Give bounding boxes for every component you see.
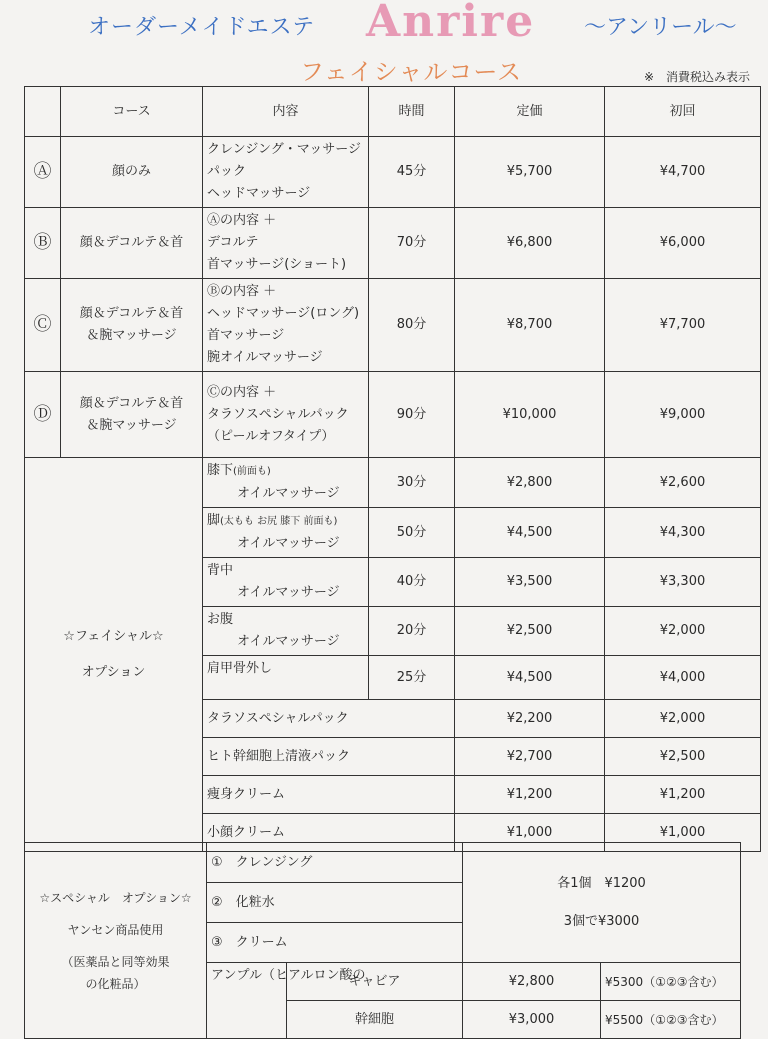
option-price: ¥3,500 bbox=[455, 558, 605, 607]
option-name: タラソスペシャルパック bbox=[203, 700, 455, 738]
option-section-label bbox=[25, 458, 203, 852]
option-label-line: オプション bbox=[81, 664, 146, 680]
special-label-line: （医薬品と同等効果 bbox=[61, 954, 170, 969]
ampoule-label: アンプル（ヒアルロン酸の bbox=[207, 963, 287, 1039]
special-price-set: 3個で¥3000 bbox=[563, 913, 640, 929]
special-option-table bbox=[24, 842, 741, 1039]
content-line: （ピールオフタイプ） bbox=[207, 428, 335, 444]
option-price: ¥2,200 bbox=[455, 700, 605, 738]
course-time: 90分 bbox=[369, 372, 455, 458]
header-price: 定価 bbox=[455, 87, 605, 137]
special-price-block bbox=[463, 843, 741, 963]
content-line: 首マッサージ(ショート) bbox=[207, 257, 347, 272]
course-row-b bbox=[25, 208, 761, 279]
option-price: ¥2,700 bbox=[455, 738, 605, 776]
option-time: 25分 bbox=[369, 656, 455, 700]
content-line: デコルテ bbox=[207, 235, 259, 250]
ampoule-name: キャビア bbox=[287, 963, 463, 1001]
course-row-c bbox=[25, 279, 761, 372]
table-header-row bbox=[25, 87, 761, 137]
course-time: 45分 bbox=[369, 137, 455, 208]
ampoule-price: ¥3,000 bbox=[463, 1001, 601, 1039]
brand-tagline: オーダーメイドエステ bbox=[88, 15, 316, 40]
option-first-price: ¥2,000 bbox=[605, 607, 761, 656]
special-item: ① クレンジング bbox=[207, 843, 463, 883]
content-line: ヘッドマッサージ bbox=[207, 186, 311, 201]
course-first-price: ¥7,700 bbox=[605, 279, 761, 372]
course-content bbox=[203, 208, 369, 279]
option-name bbox=[203, 508, 369, 558]
special-section-label bbox=[25, 843, 207, 1039]
option-row bbox=[25, 458, 761, 508]
option-price: ¥4,500 bbox=[455, 508, 605, 558]
option-time: 20分 bbox=[369, 607, 455, 656]
page-title: フェイシャルコース bbox=[300, 58, 523, 86]
content-line: クレンジング・マッサージ bbox=[207, 142, 361, 157]
header bbox=[0, 0, 768, 90]
course-letter: Ⓑ bbox=[25, 208, 61, 279]
special-item-row bbox=[25, 843, 741, 883]
option-name bbox=[203, 458, 369, 508]
course-price: ¥10,000 bbox=[455, 372, 605, 458]
brand-kana: 〜アンリール〜 bbox=[584, 15, 737, 40]
ampoule-set-price: ¥5500（①②③含む） bbox=[601, 1001, 741, 1039]
course-row-a bbox=[25, 137, 761, 208]
option-name bbox=[203, 607, 369, 656]
course-first-price: ¥6,000 bbox=[605, 208, 761, 279]
option-time: 40分 bbox=[369, 558, 455, 607]
course-letter: Ⓓ bbox=[25, 372, 61, 458]
course-time: 70分 bbox=[369, 208, 455, 279]
course-content bbox=[203, 137, 369, 208]
special-label-line: の化粧品） bbox=[85, 976, 146, 991]
course-letter: Ⓐ bbox=[25, 137, 61, 208]
course-content bbox=[203, 372, 369, 458]
option-name bbox=[203, 558, 369, 607]
header-course: コース bbox=[61, 87, 203, 137]
option-name: 痩身クリーム bbox=[203, 776, 455, 814]
course-name: 顔＆デコルテ＆首 ＆腕マッサージ bbox=[61, 279, 203, 372]
header-first-time: 初回 bbox=[605, 87, 761, 137]
option-name: 小顔クリーム bbox=[203, 814, 455, 852]
option-first-price: ¥4,300 bbox=[605, 508, 761, 558]
ampoule-price: ¥2,800 bbox=[463, 963, 601, 1001]
option-name: ヒト幹細胞上清液パック bbox=[203, 738, 455, 776]
course-time: 80分 bbox=[369, 279, 455, 372]
course-price: ¥8,700 bbox=[455, 279, 605, 372]
option-first-price: ¥4,000 bbox=[605, 656, 761, 700]
option-price: ¥1,000 bbox=[455, 814, 605, 852]
option-line2: オイルマッサージ bbox=[237, 486, 340, 501]
content-line: タラソスペシャルパック bbox=[207, 406, 349, 422]
course-first-price: ¥4,700 bbox=[605, 137, 761, 208]
option-price: ¥1,200 bbox=[455, 776, 605, 814]
course-price: ¥6,800 bbox=[455, 208, 605, 279]
header-time: 時間 bbox=[369, 87, 455, 137]
option-note: (太もも お尻 膝下 前面も) bbox=[220, 516, 338, 527]
header-content: 内容 bbox=[203, 87, 369, 137]
option-line1: 脚 bbox=[207, 513, 221, 528]
content-line: パック bbox=[207, 164, 247, 179]
tax-note: ※ 消費税込み表示 bbox=[644, 70, 751, 84]
option-label-line: ☆フェイシャル☆ bbox=[63, 628, 164, 644]
option-price: ¥2,800 bbox=[455, 458, 605, 508]
course-row-d bbox=[25, 372, 761, 458]
option-price: ¥2,500 bbox=[455, 607, 605, 656]
course-letter: Ⓒ bbox=[25, 279, 61, 372]
option-name bbox=[203, 656, 369, 700]
course-content bbox=[203, 279, 369, 372]
course-name: 顔＆デコルテ＆首 ＆腕マッサージ bbox=[61, 372, 203, 458]
content-line: 腕オイルマッサージ bbox=[207, 350, 323, 365]
ampoule-set-price: ¥5300（①②③含む） bbox=[601, 963, 741, 1001]
option-line1: 膝下 bbox=[207, 463, 234, 478]
option-first-price: ¥1,000 bbox=[605, 814, 761, 852]
option-line2: オイルマッサージ bbox=[237, 634, 340, 649]
option-line2: オイルマッサージ bbox=[237, 585, 340, 600]
content-line: Ⓑの内容 ＋ bbox=[207, 284, 277, 299]
ampoule-name: 幹細胞 bbox=[287, 1001, 463, 1039]
course-first-price: ¥9,000 bbox=[605, 372, 761, 458]
course-name: 顔＆デコルテ＆首 bbox=[61, 208, 203, 279]
course-table bbox=[24, 86, 761, 852]
header-blank bbox=[25, 87, 61, 137]
content-line: Ⓐの内容 ＋ bbox=[207, 213, 277, 228]
option-line1: 肩甲骨外し bbox=[207, 661, 273, 676]
option-line1: 背中 bbox=[207, 563, 234, 578]
option-time: 30分 bbox=[369, 458, 455, 508]
special-item: ③ クリーム bbox=[207, 923, 463, 963]
option-first-price: ¥1,200 bbox=[605, 776, 761, 814]
content-line: Ⓒの内容 ＋ bbox=[207, 384, 277, 400]
special-label-line: ヤンセン商品使用 bbox=[67, 922, 164, 937]
brand-logo: Anrire bbox=[366, 0, 536, 47]
option-first-price: ¥2,500 bbox=[605, 738, 761, 776]
option-first-price: ¥3,300 bbox=[605, 558, 761, 607]
option-first-price: ¥2,600 bbox=[605, 458, 761, 508]
option-line1: お腹 bbox=[207, 612, 234, 627]
option-first-price: ¥2,000 bbox=[605, 700, 761, 738]
content-line: 首マッサージ bbox=[207, 328, 285, 343]
option-line2: オイルマッサージ bbox=[237, 536, 340, 551]
special-label-line: ☆スペシャル オプション☆ bbox=[39, 890, 192, 905]
option-price: ¥4,500 bbox=[455, 656, 605, 700]
course-name: 顔のみ bbox=[61, 137, 203, 208]
special-item: ② 化粧水 bbox=[207, 883, 463, 923]
option-note: (前面も) bbox=[233, 466, 271, 477]
special-price-each: 各1個 ¥1200 bbox=[557, 875, 646, 891]
course-price: ¥5,700 bbox=[455, 137, 605, 208]
content-line: ヘッドマッサージ(ロング) bbox=[207, 306, 360, 321]
option-time: 50分 bbox=[369, 508, 455, 558]
